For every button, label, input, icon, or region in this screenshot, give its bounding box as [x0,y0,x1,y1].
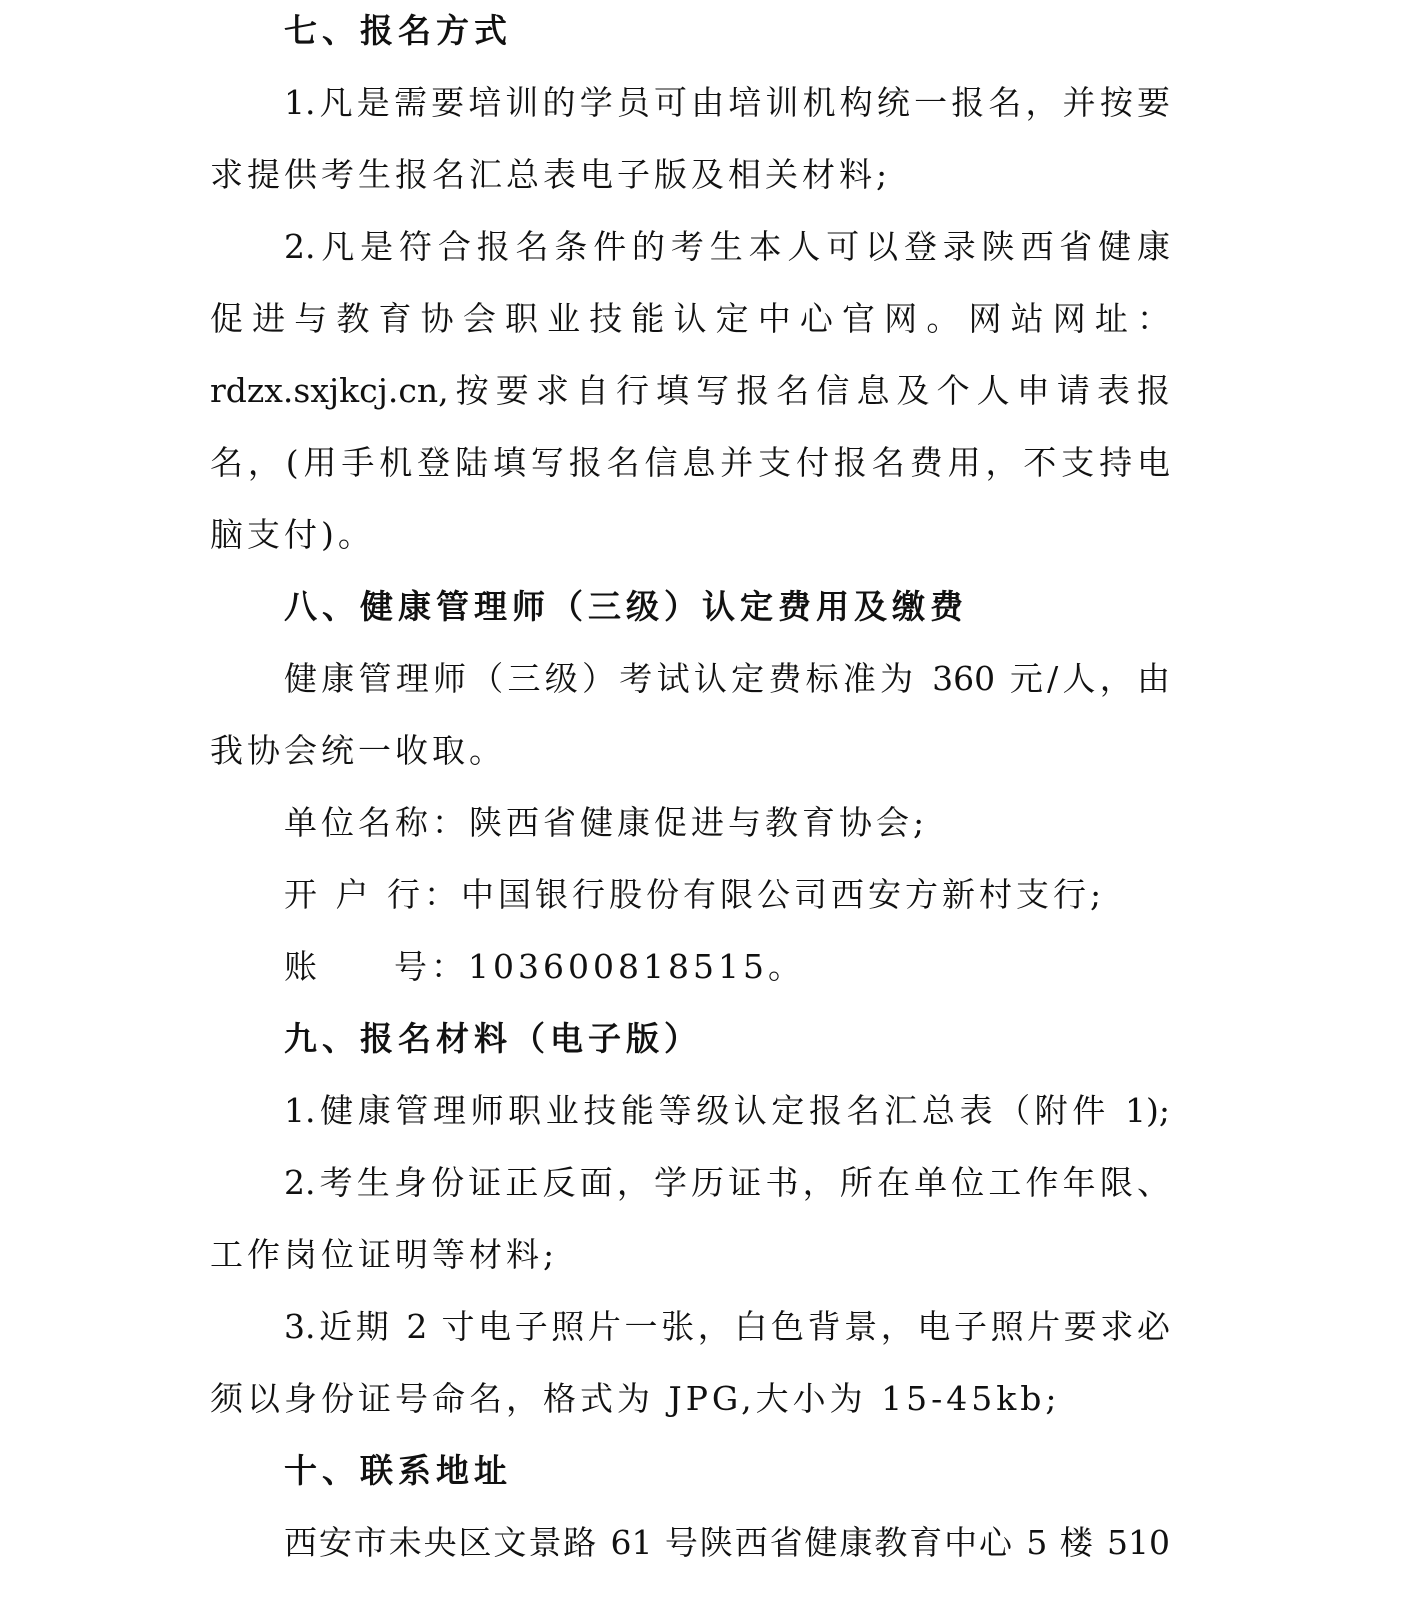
section-7-item-2-line-5: 脑支付)。 [210,515,375,554]
section-10-heading: 十、联系地址 [284,1451,512,1490]
unit-name-row [284,803,928,843]
account-label-first: 账 [284,947,321,986]
bank-value: 中国银行股份有限公司西安方新村支行; [460,875,1106,914]
section-9-item-3-line-2: 须以身份证号命名，格式为 JPG,大小为 15-45kb; [210,1379,1061,1418]
bank-label: 开 户 行： [284,875,461,914]
section-7-item-2-line-3: rdzx.sxjkcj.cn,按要求自行填写报名信息及个人申请表报 [210,371,1170,410]
section-7-heading: 七、报名方式 [284,11,512,50]
unit-name-value: 陕西省健康促进与教育协会; [469,803,929,842]
section-8-fee-line-2: 我协会统一收取。 [210,731,506,770]
bank-row [284,875,1105,915]
section-7-item-2-line-2: 促进与教育协会职业技能认定中心官网。网站网址： [210,299,1170,338]
section-10-address: 西安市未央区文景路 61 号陕西省健康教育中心 5 楼 510 [284,1523,1170,1562]
section-9-item-2-line-1: 2.考生身份证正反面，学历证书，所在单位工作年限、 [284,1163,1170,1202]
account-value: 103600818515。 [468,947,805,986]
section-7-item-2-line-4: 名，(用手机登陆填写报名信息并支付报名费用，不支持电 [210,443,1170,482]
section-9-item-2-line-2: 工作岗位证明等材料; [210,1235,559,1274]
section-8-fee-line-1: 健康管理师（三级）考试认定费标准为 360 元/人，由 [284,659,1170,698]
account-label-second: 号： [394,947,468,986]
section-8-heading: 八、健康管理师（三级）认定费用及缴费 [284,587,968,626]
section-7-item-2-line-1: 2.凡是符合报名条件的考生本人可以登录陕西省健康 [284,227,1170,266]
section-9-item-3-line-1: 3.近期 2 寸电子照片一张，白色背景，电子照片要求必 [284,1307,1170,1346]
section-9-heading: 九、报名材料（电子版） [284,1019,702,1058]
account-row [284,947,805,987]
section-7-item-1-line-1: 1.凡是需要培训的学员可由培训机构统一报名，并按要 [284,83,1170,122]
unit-name-label: 单位名称： [284,803,469,842]
section-7-item-1-line-2: 求提供考生报名汇总表电子版及相关材料; [210,155,892,194]
section-9-item-1: 1.健康管理师职业技能等级认定报名汇总表（附件 1); [284,1091,1170,1130]
